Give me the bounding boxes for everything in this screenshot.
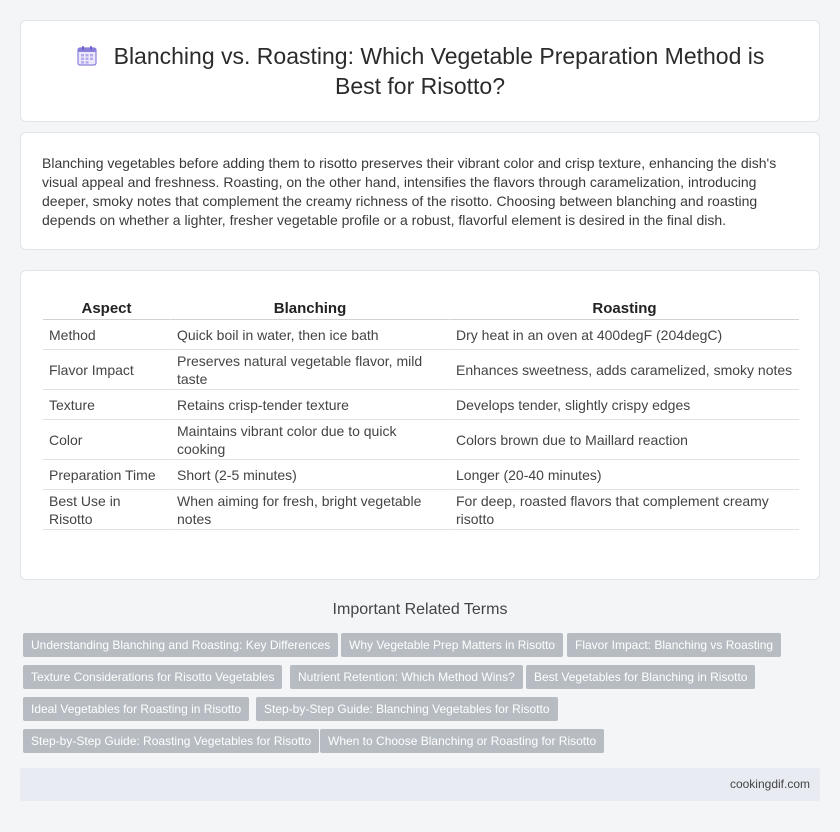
- cell-roasting: Develops tender, slightly crispy edges: [450, 390, 799, 420]
- page-title-text: Blanching vs. Roasting: Which Vegetable Preparation Method is Best for Risotto?: [113, 43, 765, 99]
- cell-aspect: Best Use in Risotto: [43, 490, 171, 530]
- related-tag[interactable]: Nutrient Retention: Which Method Wins?: [290, 665, 523, 689]
- cell-blanching: Quick boil in water, then ice bath: [171, 320, 450, 350]
- header-aspect: Aspect: [43, 295, 171, 320]
- related-tag[interactable]: Step-by-Step Guide: Blanching Vegetables for Risotto: [256, 697, 558, 721]
- table-row: [43, 390, 799, 420]
- cell-roasting: For deep, roasted flavors that complement creamy risotto: [450, 490, 799, 530]
- comparison-table: [43, 295, 799, 530]
- site-name[interactable]: cookingdif.com: [729, 777, 810, 791]
- cell-blanching: Retains crisp-tender texture: [171, 390, 450, 420]
- cell-aspect: Preparation Time: [43, 460, 171, 490]
- related-terms-title: Important Related Terms: [332, 601, 508, 618]
- cell-roasting: Longer (20-40 minutes): [450, 460, 799, 490]
- cell-roasting: Colors brown due to Maillard reaction: [450, 420, 799, 460]
- table-row: [43, 490, 799, 530]
- related-tag[interactable]: Texture Considerations for Risotto Vegetables: [23, 665, 282, 689]
- header-card: [20, 20, 820, 122]
- cell-blanching: When aiming for fresh, bright vegetable notes: [171, 490, 450, 530]
- table-row: [43, 350, 799, 390]
- intro-paragraph: Blanching vegetables before adding them to risotto preserves their vibrant color and crisp texture, enhancing the dish's visual appeal and freshness. Roasting, on the other hand, intensifies the flavors through caramelization, introducing deeper, smoky notes that complement the creamy richness of the risotto. Choosing between blanching and roasting depends on whether a lighter, fresher vegetable profile or a robust, flavorful element is desired in the final dish.: [42, 155, 777, 228]
- cell-aspect: Flavor Impact: [43, 350, 171, 390]
- cell-roasting: Dry heat in an oven at 400degF (204degC): [450, 320, 799, 350]
- cell-blanching: Preserves natural vegetable flavor, mild taste: [171, 350, 450, 390]
- page-title: [51, 41, 789, 101]
- related-tag[interactable]: Ideal Vegetables for Roasting in Risotto: [23, 697, 249, 721]
- cell-blanching: Short (2-5 minutes): [171, 460, 450, 490]
- related-tag[interactable]: Why Vegetable Prep Matters in Risotto: [341, 633, 563, 657]
- header-blanching: Blanching: [171, 295, 450, 320]
- related-tag[interactable]: Best Vegetables for Blanching in Risotto: [526, 665, 755, 689]
- header-roasting: Roasting: [450, 295, 799, 320]
- table-row: [43, 460, 799, 490]
- related-tag[interactable]: Flavor Impact: Blanching vs Roasting: [567, 633, 781, 657]
- table-row: [43, 320, 799, 350]
- cell-aspect: Texture: [43, 390, 171, 420]
- cell-roasting: Enhances sweetness, adds caramelized, smoky notes: [450, 350, 799, 390]
- related-tag[interactable]: Step-by-Step Guide: Roasting Vegetables for Risotto: [23, 729, 319, 753]
- cell-aspect: Method: [43, 320, 171, 350]
- cell-aspect: Color: [43, 420, 171, 460]
- related-tag[interactable]: Understanding Blanching and Roasting: Key Differences: [23, 633, 338, 657]
- table-row: [43, 420, 799, 460]
- footer: [20, 768, 820, 801]
- intro-card: [20, 132, 820, 250]
- comparison-card: [20, 270, 820, 580]
- calendar-icon: [76, 45, 98, 67]
- cell-blanching: Maintains vibrant color due to quick cooking: [171, 420, 450, 460]
- related-tag[interactable]: When to Choose Blanching or Roasting for Risotto: [320, 729, 604, 753]
- table-header-row: [43, 295, 799, 320]
